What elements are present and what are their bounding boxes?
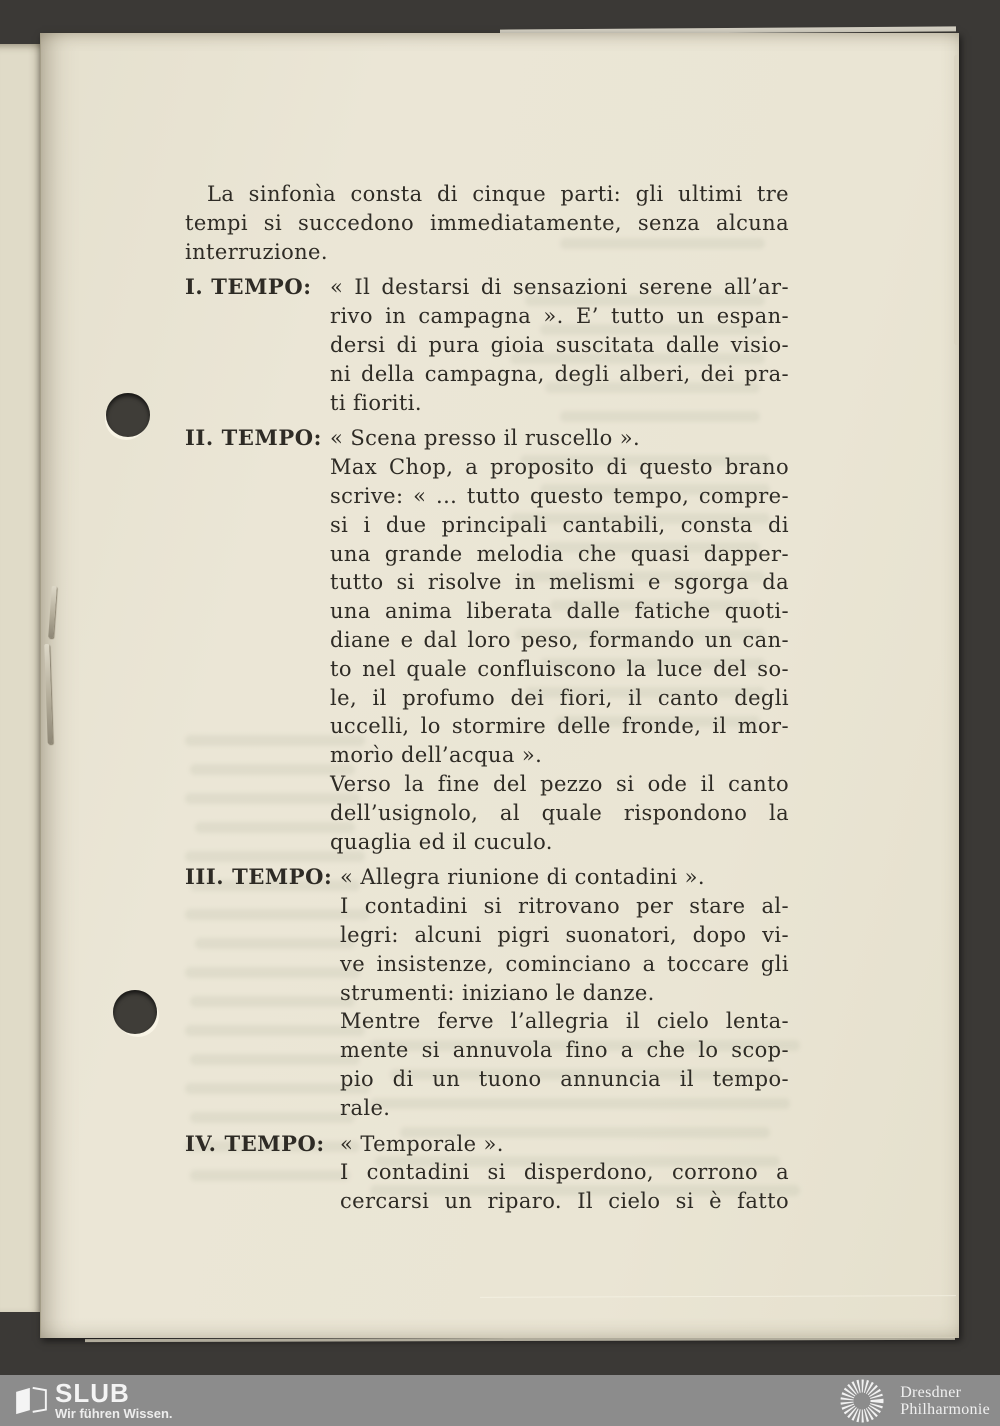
text-line: una grande melodia che quasi dapper- (330, 541, 789, 566)
text-line: quaglia ed il cuculo. (330, 829, 553, 854)
paragraph (340, 863, 789, 892)
text-line: pio di un tuono annuncia il tempo- (340, 1066, 789, 1091)
text-line: to nel quale confluiscono la luce del so- (330, 656, 789, 681)
slub-tagline: Wir führen Wissen. (55, 1405, 173, 1421)
paragraph (330, 424, 789, 453)
text-line: « Scena presso il ruscello ». (330, 426, 641, 451)
paragraph (330, 453, 789, 770)
text-line: interruzione. (185, 239, 328, 264)
tempo-section (185, 273, 789, 417)
partner-name (900, 1384, 990, 1418)
text-line: diane e dal loro peso, formando un can- (330, 627, 789, 652)
paragraph (340, 1007, 789, 1122)
text-line: le, il profumo dei fiori, il canto degli (330, 685, 789, 710)
adjacent-page-edge (0, 44, 42, 1312)
section-label: I. TEMPO: (185, 274, 312, 300)
text-line: tempi si succedono immediatamente, senza alcuna (185, 210, 789, 235)
text-line: Mentre ferve l’allegria il cielo lenta- (340, 1009, 789, 1034)
partner-name-line1: Dresdner (900, 1383, 962, 1401)
punch-hole-top (106, 393, 150, 437)
text-line: Verso la fine del pezzo si ode il canto (330, 771, 789, 796)
tempo-section (185, 1130, 789, 1216)
text-line: legri: alcuni pigri suonatori, dopo vi- (340, 922, 789, 947)
text-line: strumenti: iniziano le danze. (340, 980, 655, 1005)
section-content (340, 1130, 789, 1216)
text-line: « Il destarsi di sensazioni serene all’ar- (330, 275, 789, 300)
text-line: si i due principali cantabili, consta di (330, 512, 789, 537)
tempo-section (185, 863, 789, 1122)
section-content (330, 424, 789, 856)
text-line: I contadini si ritrovano per stare al- (340, 894, 789, 919)
text-line: cercarsi un riparo. Il cielo si è fatto (340, 1189, 789, 1214)
slub-wordmark: SLUB (55, 1377, 130, 1408)
paragraph (330, 273, 789, 417)
text-line: La sinfonìa consta di cinque parti: gli ultimi tre (207, 182, 789, 206)
slub-logo (15, 1377, 173, 1421)
text-line: uccelli, lo stormire delle fronde, il mor- (330, 714, 789, 739)
text-line: I contadini si disperdono, corrono a (340, 1160, 789, 1185)
section-label: III. TEMPO: (185, 864, 333, 890)
open-book-icon (15, 1384, 47, 1418)
footer-bar (0, 1375, 1000, 1426)
text-line: rale. (340, 1095, 391, 1120)
partner-name-line2: Philharmonie (900, 1400, 990, 1418)
paragraph (340, 1130, 789, 1159)
text-line: scrive: « ... tutto questo tempo, compre- (330, 483, 789, 508)
text-line: tutto si risolve in melismi e sgorga da (330, 570, 789, 595)
text-line: mente si annuvola fino a che lo scop- (340, 1038, 789, 1063)
punch-hole-bottom (113, 990, 157, 1034)
paragraph (340, 1158, 789, 1216)
tempo-section (185, 424, 789, 856)
text-line: ve insistenze, cominciano a toccare gli (340, 951, 789, 976)
section-label: IV. TEMPO: (185, 1130, 325, 1156)
paragraph (340, 892, 789, 1007)
text-line: una anima liberata dalle fatiche quoti- (330, 599, 789, 624)
starburst-icon (839, 1378, 885, 1424)
section-label: II. TEMPO: (185, 425, 322, 451)
section-content (340, 863, 789, 1122)
section-content (330, 273, 789, 417)
text-line: « Allegra riunione di contadini ». (340, 865, 705, 890)
page-text (185, 180, 789, 1216)
text-line: rivo in campagna ». E’ tutto un espan- (330, 304, 789, 329)
text-line: dersi di pura gioia suscitata dalle visio- (330, 332, 789, 357)
text-line: ni della campagna, degli alberi, dei pra- (330, 361, 789, 386)
text-line: dell’usignolo, al quale rispondono la (330, 800, 789, 825)
text-line: Max Chop, a proposito di questo brano (330, 455, 789, 480)
dresdner-philharmonie-logo (839, 1375, 990, 1426)
text-line: morìo dell’acqua ». (330, 743, 543, 768)
intro-paragraph (185, 180, 789, 266)
text-line: ti fioriti. (330, 390, 422, 415)
paragraph (330, 770, 789, 856)
text-line: « Temporale ». (340, 1131, 504, 1156)
